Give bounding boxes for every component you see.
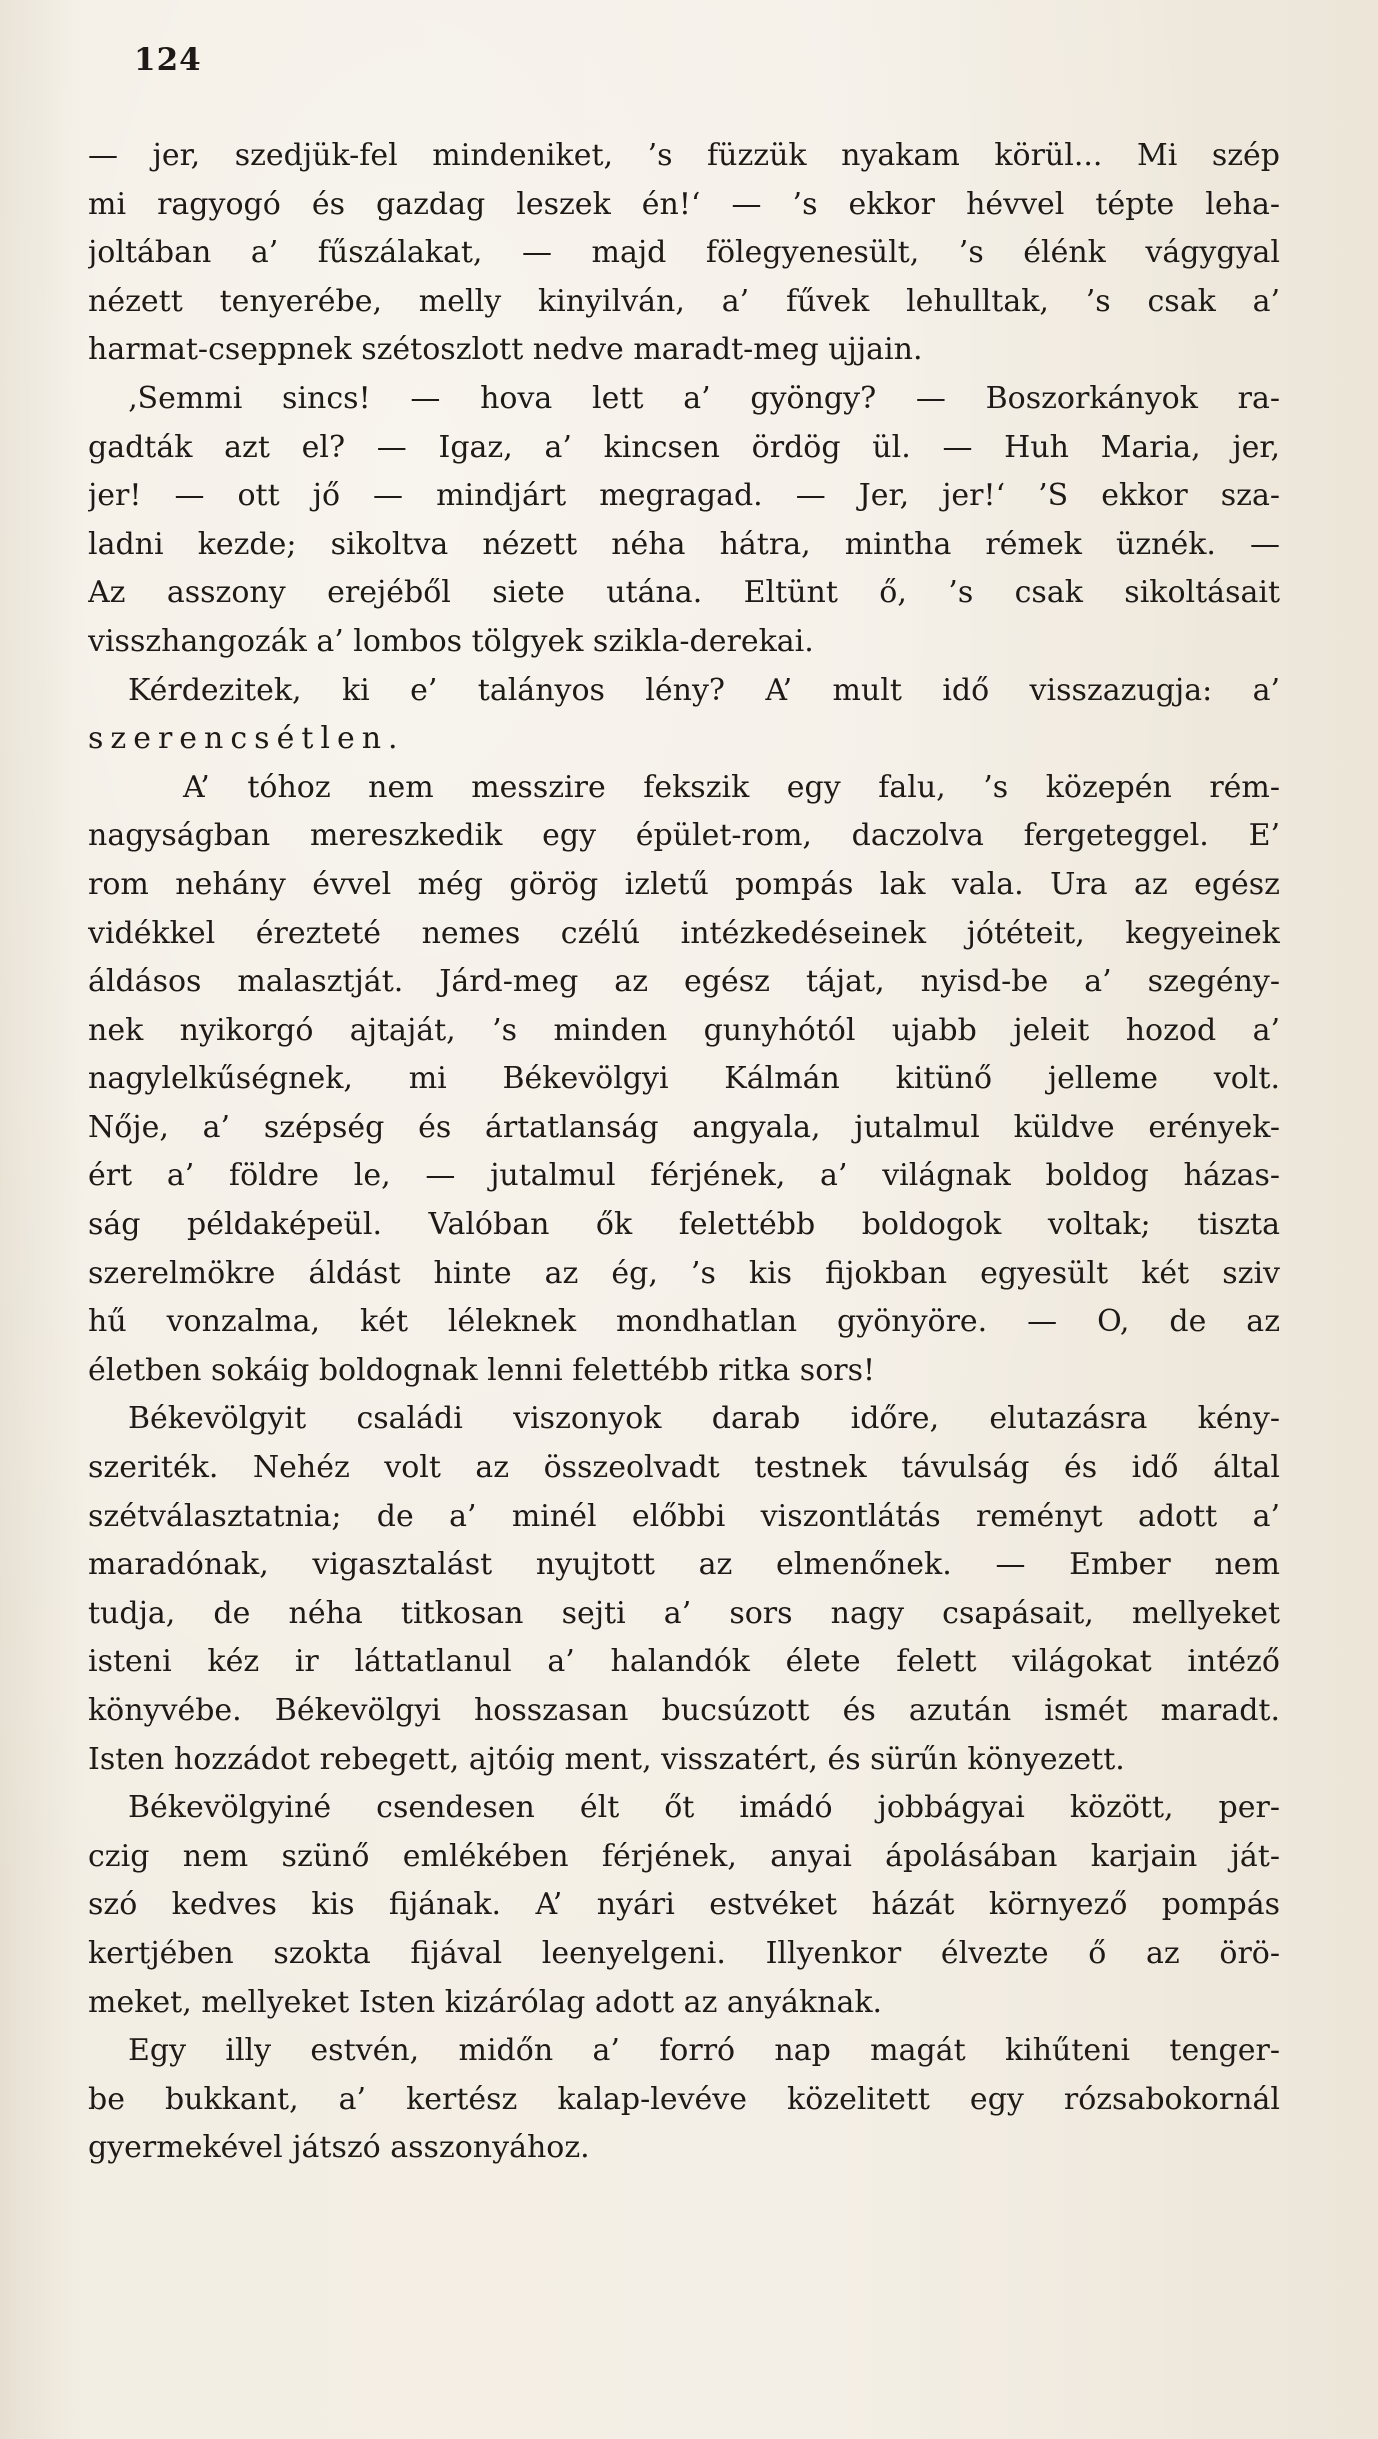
text-line: Kérdezitek, ki e’ talányos lény? A’ mult idő visszazugja: a’ bbox=[128, 672, 1280, 708]
text-line: hű vonzalma, két léleknek mondhatlan gyönyöre. — O, de az bbox=[88, 1304, 1280, 1340]
text-line: tudja, de néha titkosan sejti a’ sors nagy csapásait, mellyeket bbox=[88, 1595, 1280, 1631]
text-line: Békevölgyiné csendesen élt őt imádó jobbágyai között, per- bbox=[128, 1790, 1280, 1826]
text-line: A’ tóhoz nem messzire fekszik egy falu, ’s közepén rém- bbox=[183, 769, 1280, 805]
text-line: szerencsétlen. bbox=[88, 721, 405, 757]
page-number: 124 bbox=[134, 42, 202, 78]
text-line: szeriték. Nehéz volt az összeolvadt testnek távulság és idő által bbox=[88, 1450, 1280, 1486]
text-line: ért a’ földre le, — jutalmul férjének, a’ világnak boldog házas- bbox=[88, 1158, 1280, 1194]
text-line: — jer, szedjük-fel mindeniket, ’s füzzük nyakam körül... Mi szép bbox=[88, 138, 1280, 173]
text-line: szétválasztatnia; de a’ minél előbbi viszontlátás reményt adott a’ bbox=[88, 1498, 1280, 1534]
text-line: életben sokáig boldognak lenni felettébb ritka sors! bbox=[88, 1352, 876, 1388]
text-line: jer! — ott jő — mindjárt megragad. — Jer, jer!‘ ’S ekkor sza- bbox=[88, 478, 1280, 514]
text-line: visszhangozák a’ lombos tölgyek szikla-derekai. bbox=[88, 623, 814, 659]
text-line: harmat-cseppnek szétoszlott nedve maradt-meg ujjain. bbox=[88, 332, 923, 368]
text-line: isteni kéz ir láttatlanul a’ halandók élete felett világokat intéző bbox=[88, 1644, 1280, 1680]
text-line: ság példaképeül. Valóban ők felettébb boldogok voltak; tiszta bbox=[88, 1207, 1280, 1243]
text-line: szó kedves kis fijának. A’ nyári estvéket házát környező pompás bbox=[88, 1887, 1280, 1923]
text-line: nek nyikorgó ajtaját, ’s minden gunyhótól ujabb jeleit hozod a’ bbox=[88, 1012, 1280, 1048]
text-line: be bukkant, a’ kertész kalap-levéve közelitett egy rózsabokornál bbox=[88, 2081, 1280, 2117]
text-line: kertjében szokta fijával leenyelgeni. Illyenkor élvezte ő az örö- bbox=[88, 1935, 1280, 1971]
text-line: gadták azt el? — Igaz, a’ kincsen ördög ül. — Huh Maria, jer, bbox=[88, 429, 1280, 465]
text-line: Békevölgyit családi viszonyok darab időre, elutazásra kény- bbox=[128, 1401, 1280, 1437]
text-line: ‚Semmi sincs! — hova lett a’ gyöngy? — Boszorkányok ra- bbox=[128, 380, 1280, 416]
text-line: Egy illy estvén, midőn a’ forró nap magát kihűteni tenger- bbox=[128, 2033, 1280, 2069]
text-line: nagylelkűségnek, mi Békevölgyi Kálmán kitünő jelleme volt. bbox=[88, 1061, 1280, 1097]
text-line: Nője, a’ szépség és ártatlanság angyala, jutalmul küldve erények- bbox=[88, 1109, 1280, 1145]
text-line: Isten hozzádot rebegett, ajtóig ment, visszatért, és sürűn könyezett. bbox=[88, 1741, 1125, 1777]
text-line: áldásos malasztját. Járd-meg az egész tájat, nyisd-be a’ szegény- bbox=[88, 964, 1280, 1000]
text-line: könyvébe. Békevölgyi hosszasan bucsúzott és azután ismét maradt. bbox=[88, 1693, 1280, 1728]
body-text bbox=[88, 132, 1280, 2173]
text-line: czig nem szünő emlékében férjének, anyai ápolásában karjain ját- bbox=[88, 1838, 1280, 1874]
text-line: maradónak, vigasztalást nyujtott az elmenőnek. — Ember nem bbox=[88, 1547, 1280, 1583]
text-line: szerelmökre áldást hinte az ég, ’s kis fijokban egyesült két sziv bbox=[88, 1255, 1280, 1291]
text-line: ladni kezde; sikoltva nézett néha hátra, mintha rémek üznék. — bbox=[88, 526, 1280, 562]
text-line: nézett tenyerébe, melly kinyilván, a’ fűvek lehulltak, ’s csak a’ bbox=[88, 283, 1280, 319]
text-line: nagyságban mereszkedik egy épület-rom, daczolva fergeteggel. E’ bbox=[88, 818, 1280, 854]
text-line: meket, mellyeket Isten kizárólag adott az anyáknak. bbox=[88, 1984, 883, 2020]
text-line: joltában a’ fűszálakat, — majd fölegyenesült, ’s élénk vágygyal bbox=[88, 235, 1280, 271]
text-line: gyermekével játszó asszonyához. bbox=[88, 2130, 590, 2166]
text-line: rom nehány évvel még görög izletű pompás lak vala. Ura az egész bbox=[88, 866, 1280, 902]
text-line: mi ragyogó és gazdag leszek én!‘ — ’s ekkor hévvel tépte leha- bbox=[88, 186, 1280, 222]
text-line: Az asszony erejéből siete utána. Eltünt ő, ’s csak sikoltásait bbox=[88, 575, 1280, 611]
text-line: vidékkel érezteté nemes czélú intézkedéseinek jótéteit, kegyeinek bbox=[88, 915, 1280, 951]
